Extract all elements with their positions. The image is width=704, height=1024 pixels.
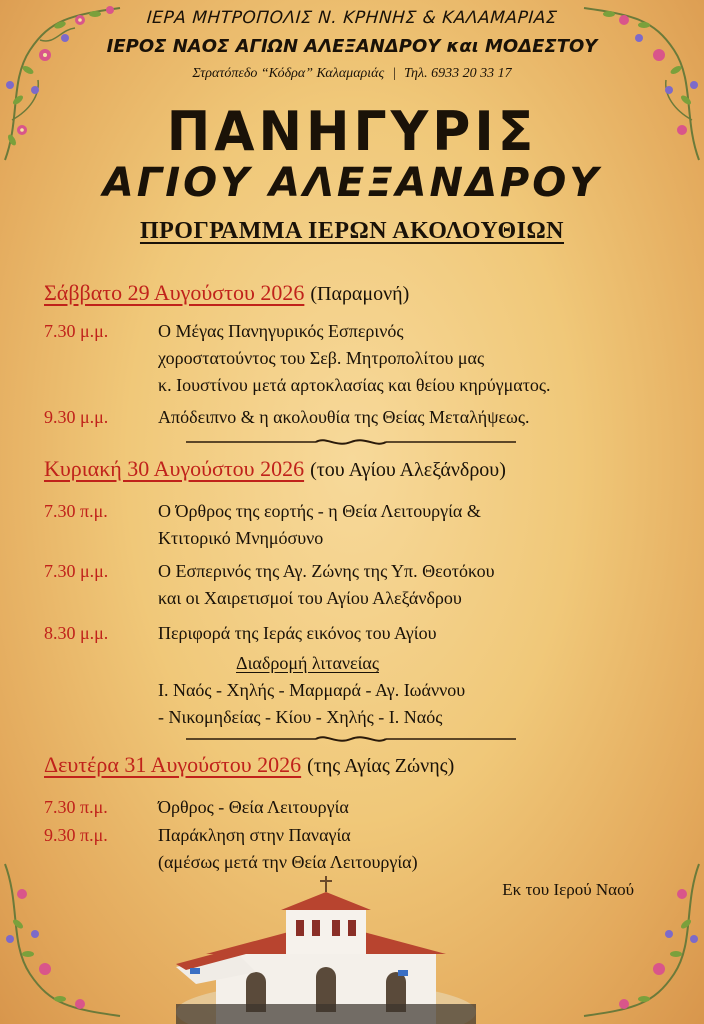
route-line: Ι. Ναός - Χηλής - Μαρμαρά - Αγ. Ιωάννου xyxy=(158,680,466,700)
route-title: Διαδρομή λιτανείας xyxy=(236,653,379,673)
service-time: 7.30 μ.μ. xyxy=(44,321,109,341)
service-row xyxy=(44,498,684,552)
service-text: Όρθρος - Θεία Λειτουργία xyxy=(158,797,349,817)
service-time: 8.30 μ.μ. xyxy=(44,623,109,643)
ornamental-divider xyxy=(186,436,516,448)
signature: Εκ του Ιερού Ναού xyxy=(502,880,634,899)
service-row xyxy=(44,558,684,612)
service-text: Απόδειπνο & η ακολουθία της Θείας Μεταλήψεως. xyxy=(158,407,530,427)
service-row xyxy=(44,794,684,821)
procession-route xyxy=(44,650,684,731)
day-date: Δευτέρα 31 Αυγούστου 2026 xyxy=(44,752,302,777)
address: Στρατόπεδο “Κόδρα” Καλαμαριάς xyxy=(192,66,385,81)
program-heading: ΠΡΟΓΡΑΜΜΑ ΙΕΡΩΝ ΑΚΟΛΟΥΘΙΩΝ xyxy=(139,218,565,244)
floral-corner-decoration xyxy=(0,854,130,1024)
service-time: 7.30 μ.μ. xyxy=(44,561,109,581)
church-name: ΙΕΡΟΣ ΝΑΟΣ ΑΓΙΩΝ ΑΛΕΞΑΝΔΡΟΥ και ΜΟΔΕΣΤΟΥ xyxy=(106,36,598,57)
service-row xyxy=(44,318,684,399)
service-text: Περιφορά της Ιεράς εικόνος του Αγίου xyxy=(158,623,437,643)
day-note: (της Αγίας Ζώνης) xyxy=(307,755,455,777)
day-note: (Παραμονή) xyxy=(310,283,410,305)
service-row xyxy=(44,620,684,647)
metropolis-name: ΙΕΡΑ ΜΗΤΡΟΠΟΛΙΣ Ν. ΚΡΗΝΗΣ & ΚΑΛΑΜΑΡΙΑΣ xyxy=(146,8,558,28)
route-line: - Νικομηδείας - Κίου - Χηλής - Ι. Ναός xyxy=(158,707,443,727)
service-text: Ο Εσπερινός της Αγ. Ζώνης της Υπ. Θεοτόκου και οι Χαιρετισμοί του Αγίου Αλεξάνδρου xyxy=(158,561,495,608)
service-text: Παράκληση στην Παναγία (αμέσως μετά την Θεία Λειτουργία) xyxy=(158,825,418,872)
service-text: Ο Μέγας Πανηγυρικός Εσπερινός χοροστατούντος του Σεβ. Μητροπολίτου μας κ. Ιουστίνου μετά αρτοκλασίας και θείου κηρύγματος. xyxy=(158,321,551,395)
service-row xyxy=(44,822,684,876)
church-photo xyxy=(176,872,476,1024)
page-subtitle: ΑΓΙΟΥ ΑΛΕΞΑΝΔΡΟΥ xyxy=(102,160,602,206)
service-time: 9.30 π.μ. xyxy=(44,825,108,845)
page-title: ΠΑΝΗΓΥΡΙΣ xyxy=(166,100,538,164)
service-time: 9.30 μ.μ. xyxy=(44,407,109,427)
contact-line: Στρατόπεδο “Κόδρα” Καλαμαριάς | Τηλ. 6933 20 33 17 xyxy=(192,66,512,81)
day-heading xyxy=(44,456,506,482)
service-row xyxy=(44,404,684,431)
service-text: Ο Όρθρος της εορτής - η Θεία Λειτουργία & Κτιτορικό Μνημόσυνο xyxy=(158,501,481,548)
service-time: 7.30 π.μ. xyxy=(44,797,108,817)
day-date: Σάββατο 29 Αυγούστου 2026 xyxy=(44,280,305,305)
day-heading xyxy=(44,752,454,778)
ornamental-divider xyxy=(186,733,516,745)
day-note: (του Αγίου Αλεξάνδρου) xyxy=(310,459,506,481)
phone: Τηλ. 6933 20 33 17 xyxy=(404,66,512,81)
service-time: 7.30 π.μ. xyxy=(44,501,108,521)
day-heading xyxy=(44,280,409,306)
day-date: Κυριακή 30 Αυγούστου 2026 xyxy=(44,456,305,481)
